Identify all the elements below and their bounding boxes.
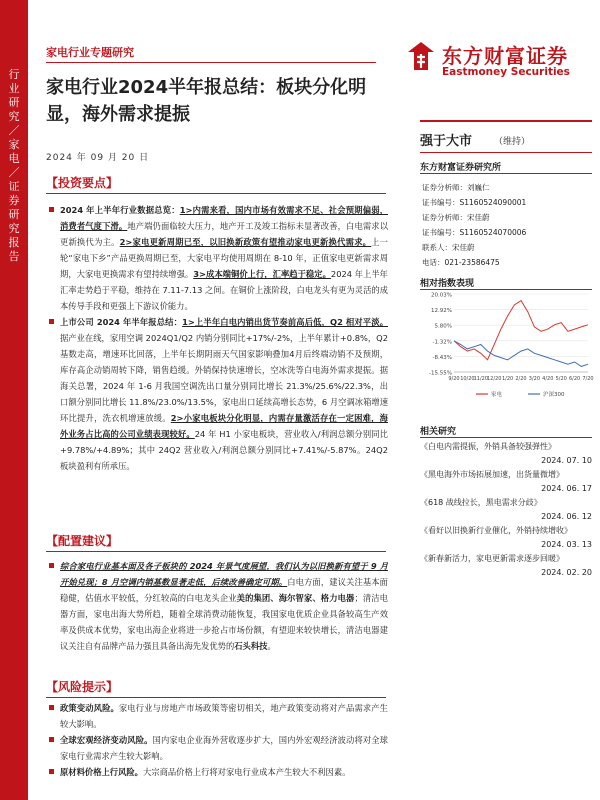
advice-text-run: 。 [267,641,276,651]
chart-legend-label: 沪深300 [543,392,565,398]
investment-heading [46,176,386,194]
sidebar-vertical-text: 行业研究／家电／证券研究报告 [8,68,20,263]
sidebar-strip [0,0,28,800]
related-item[interactable] [420,440,592,468]
analyst-line: 证书编号：S1160524070006 [422,228,527,237]
investment-body [46,202,388,474]
advice-paragraph [46,558,388,654]
chart-legend-label: 家电 [491,392,503,398]
company-logo [404,38,594,84]
advice-text-run: ；清洁电器方面，家电出海大势所趋，随着全球消费动能恢复，我国家电优质企业具备较高生产效率及供成本优势，家电出海企业将进一步抢占市场份额，有望迎来较快增长，清洁电器建议关注自有品牌产品力强且具备出海先发优势的 [60,593,388,651]
analyst-line: 证券分析师：刘巍仁 [422,183,490,192]
risk-text-run: 大宗商品价格上行将对家电行业成本产生较大不利因素。 [142,767,351,777]
investment-text-run: 2>小家电板块分化明显，内需存量激活存在一定困难，海外业务占比高的公司业绩表现较好。 [60,413,388,439]
risk-body [46,700,388,780]
related-item-title[interactable]: 《看好以旧换新行业催化，外销持续增收》 [420,526,572,535]
advice-body [46,558,388,654]
risk-paragraph [46,732,388,764]
investment-paragraph [46,202,388,314]
eastmoney-logo-icon [404,40,438,74]
chart-x-tick-label: 1/20 [501,376,514,382]
chart-canvas [420,288,592,404]
analyst-line: 电话：021-23586475 [422,258,500,267]
chart-y-tick-label: -1.32% [432,339,452,346]
related-item-date: 2024. 06. 12 [541,512,592,521]
risk-paragraph [46,700,388,732]
related-item[interactable] [420,468,592,496]
related-item-date: 2024. 07. 10 [541,456,592,465]
analyst-line: 证书编号：S1160524090001 [422,198,527,207]
chart-x-tick-label: 10/20 [460,376,475,382]
advice-text-run: 综合家电行业基本面及各子板块的 2024 年景气度展望，我们认为以旧换新有望于 9 月开始兑现；8 月空调内销基数显著走低，后续改善确定可期。 [60,561,388,587]
logo-chinese-name: 东方财富证券 [442,44,568,68]
chart-x-tick-label: 12/20 [486,376,502,382]
rating-main: 强于大市 [420,134,473,149]
risk-paragraph [46,764,388,780]
report-date: 2024 年 09 月 20 日 [46,153,150,163]
related-title: 相关研究 [420,424,592,438]
institute-title: 东方财富证券研究所 [420,160,592,174]
chart-y-tick-label: 20.03% [431,292,452,299]
investment-text-run: 1>上半年白电内销出货节奏前高后低，Q2 相对平淡。 [182,317,388,327]
related-item-title[interactable]: 《新春新活力，家电更新需求逐步回暖》 [420,554,564,563]
investment-text-run: 2024 年上半年汇率走势趋于平稳，维持在 7.11-7.13 之间。在铜价上涨阶段，白电龙头有更为灵活的成本传导手段和更强上下游议价能力。 [60,269,388,311]
related-item-title[interactable]: 《618 战线拉长，黑电需求分歧》 [420,498,542,507]
related-item[interactable] [420,524,592,552]
chart-x-tick-label: 7/20 [582,376,594,382]
doc-type-label: 家电行业专题研究 [46,46,134,59]
rating-sub: （维持） [494,137,531,147]
chart-x-tick-label: 5/20 [555,376,567,382]
investment-heading-label: 【投资要点】 [46,176,119,190]
related-item-date: 2024. 06. 17 [541,484,592,493]
chart-y-tick-label: 12.92% [431,308,452,315]
analyst-line: 证券分析师：宋佳蔚 [422,213,490,222]
investment-text-run: 上市公司 2024 年半年报总结： [60,317,183,327]
investment-text-run: 3>成本端铜价上行，汇率趋于稳定。 [193,269,331,279]
related-item-title[interactable]: 《黑电海外市场拓展加速，出货量微增》 [420,470,564,479]
related-item[interactable] [420,496,592,524]
analyst-line: 联系人：宋佳蔚 [422,243,475,252]
chart-x-tick-label: 3/20 [528,376,541,382]
risk-text-run: 原材料价格上行风险。 [60,767,143,777]
risk-text-run: 政策变动风险。 [60,703,119,713]
risk-text-run: 全球宏观经济变动风险。 [60,735,153,745]
advice-heading-label: 【配置建议】 [46,534,119,548]
investment-text-run: 24 年 H1 小家电板块，营业收入/利润总额分别同比+9.78%/+4.89%；其中 24Q2 营业收入/利润总额分别同比+7.41%/-5.87%。24Q2 板块盈利有所承压。 [60,429,388,471]
related-list [420,440,592,580]
advice-text-run: 石头科技 [234,641,268,651]
investment-text-run: 据产业在线，家用空调 2024Q1/Q2 内销分别同比+17%/-2%，上半年累计+0.8%，Q2 基数走高，增速环比回落，上半年长期阴雨天气国家影响叠加4月后终端动销不及预期，库存高企动销周转下降，销售趋缓。外销保持快速增长，空冰洗等白电海外需求提振。据海关总署，2024 年 1-6 月我国空调洗出口量分别同比增长 21.3%/25.6%/22.3%，出口额分别同比增长 11.8%/23.0%/13.5%，家电出口延续高增长态势，6 月空调冰箱增速环比提升，洗衣机增速放缓。 [60,333,388,423]
chart-y-tick-label: 5.80% [434,323,452,330]
logo-english-name: Eastmoney Securities [442,66,570,78]
related-item[interactable] [420,552,592,580]
right-top-rule [420,120,592,122]
chart-y-tick-label: -15.55% [429,370,452,377]
risk-text-run: 国内家电企业海外营收逐步扩大，国内外宏观经济波动将对全球家电行业需求产生较大影响。 [60,735,388,761]
chart-y-tick-label: -8.43% [432,354,452,361]
advice-text-run: 白电方面，建议关注基本面稳健，估值水平较低，分红较高的白电龙头企业 [60,577,388,603]
advice-heading [46,534,386,552]
risk-text-run: 家电行业与房地产市场政策等密切相关，地产政策变动将对产品需求产生较大影响。 [60,703,388,729]
investment-text-run: 1>内需来看，国内市场有效需求不足、社会预期偏弱，消费者气度下滑。 [60,205,388,231]
investment-paragraph [46,314,388,474]
investment-text-run: 2024 年上半年行业数据总览： [60,205,180,215]
investment-text-run: 2>家电更新周期已至，以旧换新政策有望推动家电更新换代需求。 [119,237,372,247]
investment-text-run: 上一轮“家电下乡”产品更换周期已至，大家电平均使用周期在 8-10 年，正值家电更新需求周期，大家电更换需求有望持续增强。 [60,237,388,279]
related-item-title[interactable]: 《白电内需提振，外销具备较强弹性》 [420,442,556,451]
advice-text-run: 美的集团、海尔智家、格力电器 [236,593,355,603]
relative-index-chart [420,288,592,404]
related-item-date: 2024. 03. 13 [541,540,592,549]
chart-title: 相对指数表现 [420,276,592,290]
header-divider [46,62,376,63]
risk-heading-label: 【风险提示】 [46,680,119,694]
chart-x-tick-label: 6/20 [568,376,581,382]
report-title: 家电行业2024半年报总结：板块分化明显，海外需求提振 [46,77,367,125]
chart-x-tick-label: 2/20 [515,376,527,382]
chart-x-tick-label: 11/20 [473,376,489,382]
chart-series-line-1 [454,341,588,367]
related-item-date: 2024. 02. 20 [541,568,592,577]
chart-x-tick-label: 4/20 [542,376,554,382]
investment-text-run: 地产端仍面临较大压力，地产开工及竣工指标未显著改善，白电需求以更新换代为主。 [60,221,388,247]
chart-x-tick-label: 9/20 [448,376,460,382]
risk-heading [46,680,386,698]
rating-rule [420,152,592,153]
